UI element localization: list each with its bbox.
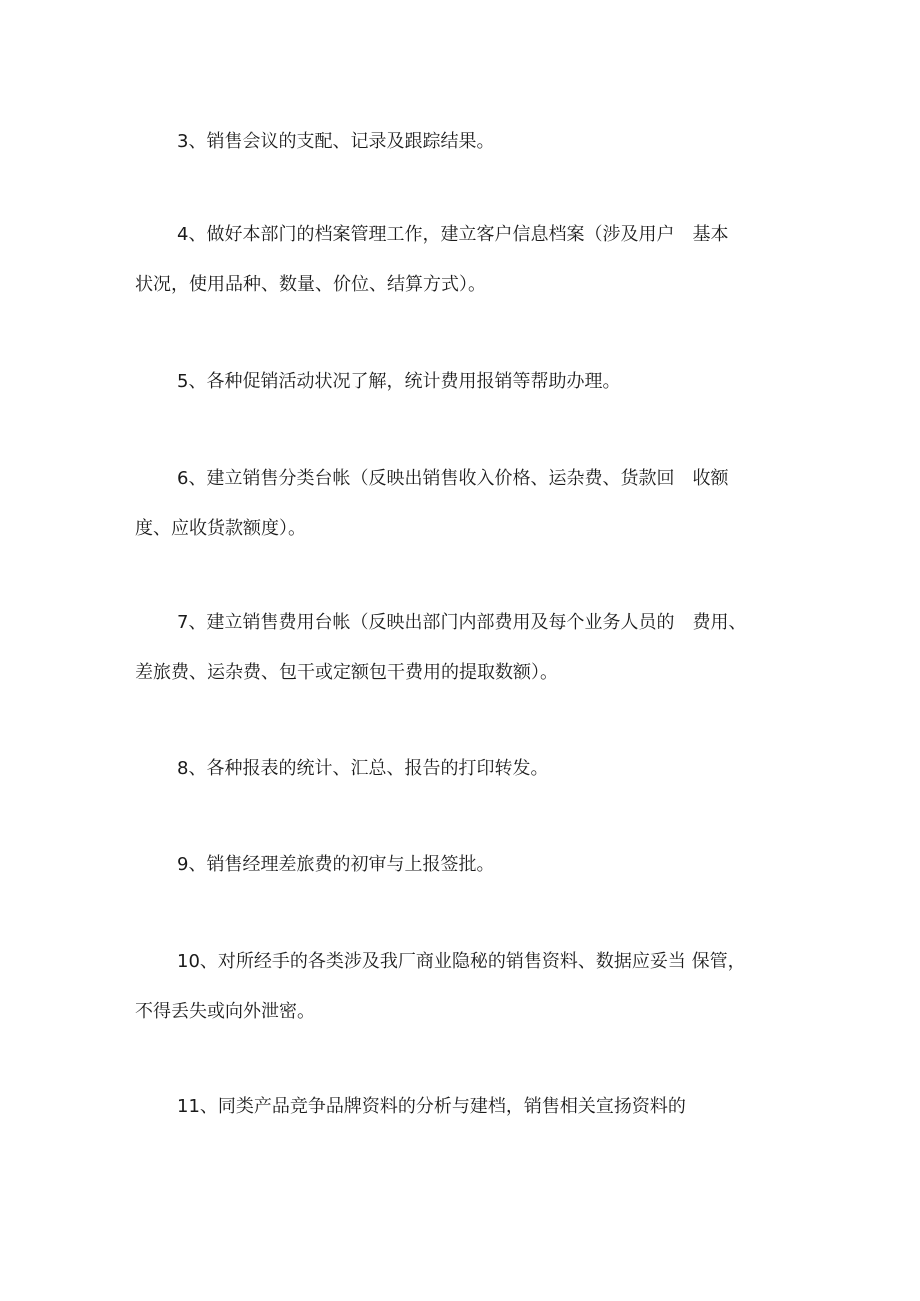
paragraph-item-5 [135,357,805,407]
paragraph-line: 11、同类产品竞争品牌资料的分析与建档，销售相关宣扬资料的 [177,1096,686,1117]
paragraph-item-9 [135,840,805,890]
paragraph-item-10 [135,937,805,1037]
paragraph-line: 度、应收货款额度）。 [135,518,306,539]
paragraph-line: 6、建立销售分类台帐（反映出销售收入价格、运杂费、货款回 收额 [177,468,729,489]
paragraph-line: 9、销售经理差旅费的初审与上报签批。 [177,854,495,875]
paragraph-line: 3、销售会议的支配、记录及跟踪结果。 [177,131,495,152]
paragraph-item-7 [135,598,805,698]
paragraph-line: 4、做好本部门的档案管理工作，建立客户信息档案（涉及用户 基本 [177,224,729,245]
paragraph-line: 7、建立销售费用台帐（反映出部门内部费用及每个业务人员的 费用、 [177,612,747,633]
paragraph-item-11 [135,1082,805,1132]
paragraph-line: 8、各种报表的统计、汇总、报告的打印转发。 [177,758,549,779]
paragraph-line: 10、对所经手的各类涉及我厂商业隐秘的销售资料、数据应妥当 保管， [177,951,746,972]
paragraph-item-6 [135,454,805,554]
paragraph-item-8 [135,744,805,794]
paragraph-line: 状况，使用品种、数量、价位、结算方式）。 [135,274,486,295]
paragraph-line: 5、各种促销活动状况了解，统计费用报销等帮助办理。 [177,371,621,392]
paragraph-item-4 [135,210,805,310]
paragraph-line: 不得丢失或向外泄密。 [135,1001,315,1022]
paragraph-item-3 [135,117,805,167]
paragraph-line: 差旅费、运杂费、包干或定额包干费用的提取数额）。 [135,662,558,683]
